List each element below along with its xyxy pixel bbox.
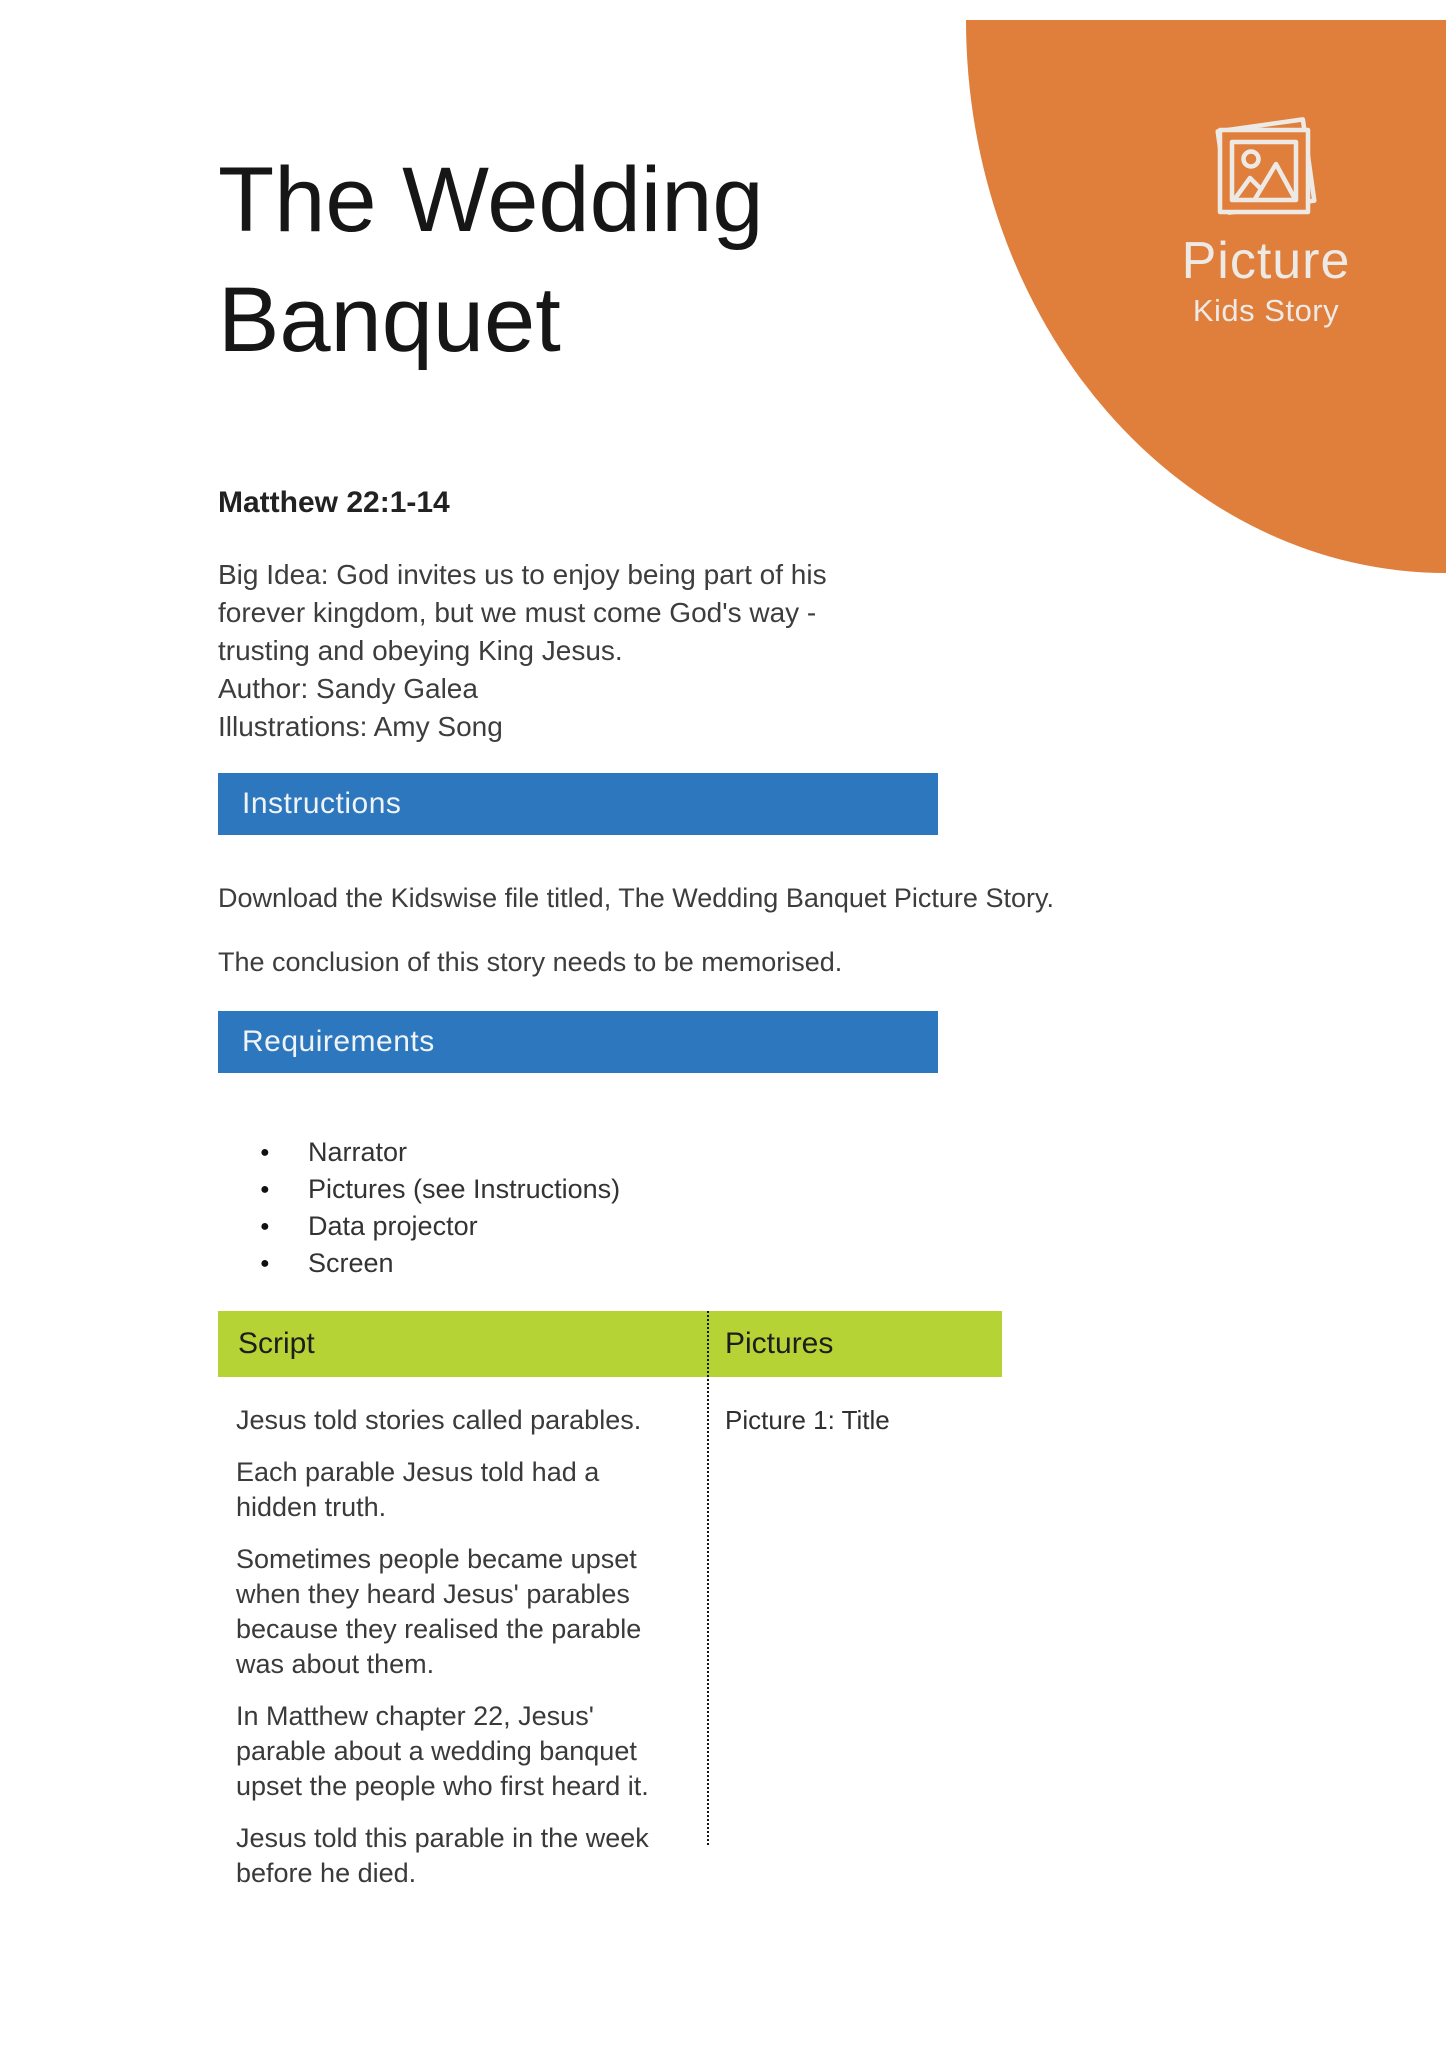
instruction-paragraph: The conclusion of this story needs to be memorised.: [218, 947, 843, 977]
brand-name: Picture: [1181, 232, 1351, 290]
requirements-section-header: Requirements: [218, 1011, 938, 1073]
intro-line: forever kingdom, but we must come God's way -: [218, 597, 817, 628]
picture-frames-icon: [1210, 112, 1322, 224]
script-paragraph: Jesus told stories called parables.: [236, 1405, 642, 1435]
brand-tagline: Kids Story: [1192, 293, 1340, 328]
picture-reference: Picture 1: Title: [725, 1405, 890, 1435]
brand-logo: [1086, 112, 1446, 329]
requirement-item: ● Data projector: [252, 1208, 952, 1245]
intro-line: Author: Sandy Galea: [218, 673, 478, 704]
requirement-item: ● Screen: [252, 1245, 952, 1282]
intro-line: Illustrations: Amy Song: [218, 711, 503, 742]
script-paragraph: Jesus told this parable in the week before he died.: [236, 1823, 649, 1888]
script-paragraph: Sometimes people became upset when they heard Jesus' parables because they realised the parable was about them.: [236, 1544, 642, 1679]
pictures-column: [725, 1377, 1002, 1453]
script-column: [218, 1377, 707, 1908]
big-idea-block: [218, 556, 978, 746]
requirement-item: ● Pictures (see Instructions): [252, 1171, 952, 1208]
requirement-item: ● Narrator: [252, 1134, 952, 1171]
script-paragraph: In Matthew chapter 22, Jesus' parable about a wedding banquet upset the people who first heard it.: [236, 1701, 649, 1801]
script-paragraph: Each parable Jesus told had a hidden truth.: [236, 1457, 600, 1522]
page-title: The Wedding Banquet: [218, 149, 764, 371]
instructions-section-header: Instructions: [218, 773, 938, 835]
column-divider-dotted-line: [707, 1311, 709, 1845]
scripture-reference: Matthew 22:1-14: [218, 486, 450, 519]
instructions-body: [218, 880, 1358, 1008]
requirements-list: [252, 1134, 952, 1282]
intro-line: Big Idea: God invites us to enjoy being part of his: [218, 559, 827, 590]
script-pictures-table: [218, 1311, 1002, 1888]
intro-line: trusting and obeying King Jesus.: [218, 635, 623, 666]
instruction-paragraph: Download the Kidswise file titled, The Wedding Banquet Picture Story.: [218, 883, 1054, 913]
table-header-row: [218, 1311, 1002, 1377]
column-header-script: Script: [238, 1327, 315, 1360]
column-header-pictures: Pictures: [725, 1327, 834, 1360]
